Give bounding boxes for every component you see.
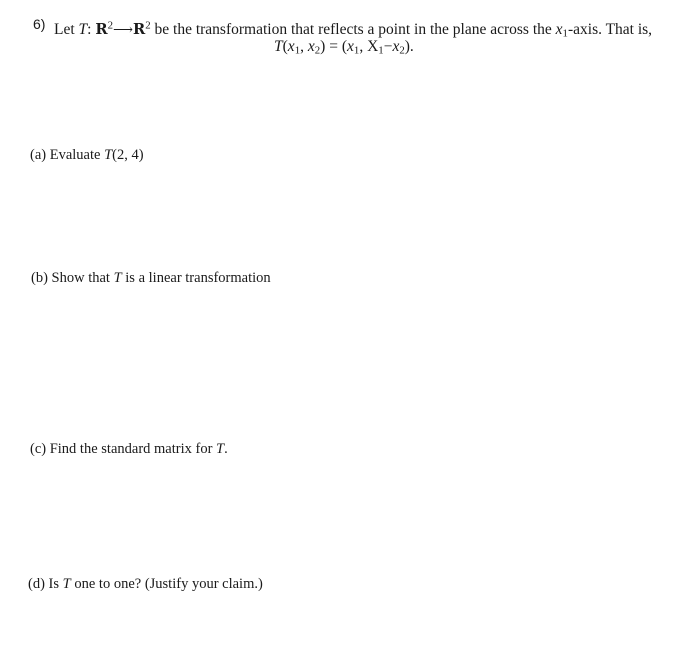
part-b-text: Show that bbox=[51, 270, 114, 286]
part-a-text: Evaluate bbox=[49, 147, 105, 163]
formula-x2: x bbox=[307, 38, 315, 55]
codomain-exponent: 2 bbox=[145, 19, 151, 32]
part-d bbox=[28, 576, 263, 593]
let-word: Let bbox=[54, 21, 75, 38]
part-d-rest: one to one? (Justify your claim.) bbox=[70, 576, 263, 592]
problem-statement bbox=[54, 21, 652, 39]
part-c-end: . bbox=[224, 441, 228, 457]
transformation-symbol: T bbox=[78, 21, 88, 38]
part-a-t: T bbox=[104, 147, 113, 163]
axis-variable: x bbox=[555, 21, 563, 38]
part-d-t: T bbox=[62, 576, 71, 592]
transformation-formula bbox=[274, 38, 414, 56]
formula-close: ). bbox=[404, 38, 414, 55]
formula-minus: − bbox=[383, 38, 393, 55]
formula-big-x1: X bbox=[367, 38, 379, 55]
part-c-t: T bbox=[216, 441, 225, 457]
formula-out-x2-sub: 2 bbox=[399, 44, 405, 57]
part-b-t: T bbox=[113, 270, 122, 286]
formula-out-x2: x bbox=[392, 38, 400, 55]
part-b-rest: is a linear transformation bbox=[121, 270, 271, 286]
question-number: 6) bbox=[33, 16, 46, 32]
part-d-text: Is bbox=[48, 576, 63, 592]
formula-t: T bbox=[274, 38, 283, 55]
part-c bbox=[30, 441, 228, 458]
formula-out-x1: x bbox=[347, 38, 354, 55]
axis-subscript: 1 bbox=[562, 27, 568, 40]
formula-comma2: , bbox=[359, 38, 368, 55]
domain-r: R bbox=[95, 21, 108, 38]
part-d-label: (d) bbox=[28, 576, 45, 592]
formula-out-x1-sub: 1 bbox=[353, 44, 360, 57]
statement-text: be the transformation that reflects a point in the plane across the bbox=[150, 21, 556, 38]
part-b-label: (b) bbox=[31, 270, 48, 286]
part-c-label: (c) bbox=[30, 441, 47, 457]
part-a-args: (2, 4) bbox=[112, 147, 144, 163]
formula-x2-sub: 2 bbox=[314, 44, 321, 57]
formula-comma1: , bbox=[300, 38, 308, 55]
maps-to-arrow: ⟶ bbox=[113, 23, 133, 38]
part-b bbox=[31, 270, 271, 287]
formula-open: ( bbox=[282, 38, 288, 55]
domain-exponent: 2 bbox=[107, 19, 113, 32]
part-a-label: (a) bbox=[30, 147, 47, 163]
formula-equals: ) = ( bbox=[320, 38, 347, 55]
part-a bbox=[30, 147, 144, 164]
formula-x1-sub: 1 bbox=[294, 44, 301, 57]
codomain-r: R bbox=[132, 21, 146, 38]
formula-big-x1-sub: 1 bbox=[378, 44, 384, 57]
formula-x1: x bbox=[287, 38, 295, 55]
part-c-text: Find the standard matrix for bbox=[49, 441, 217, 457]
statement-end: -axis. That is, bbox=[567, 21, 653, 38]
colon: : bbox=[87, 21, 92, 38]
